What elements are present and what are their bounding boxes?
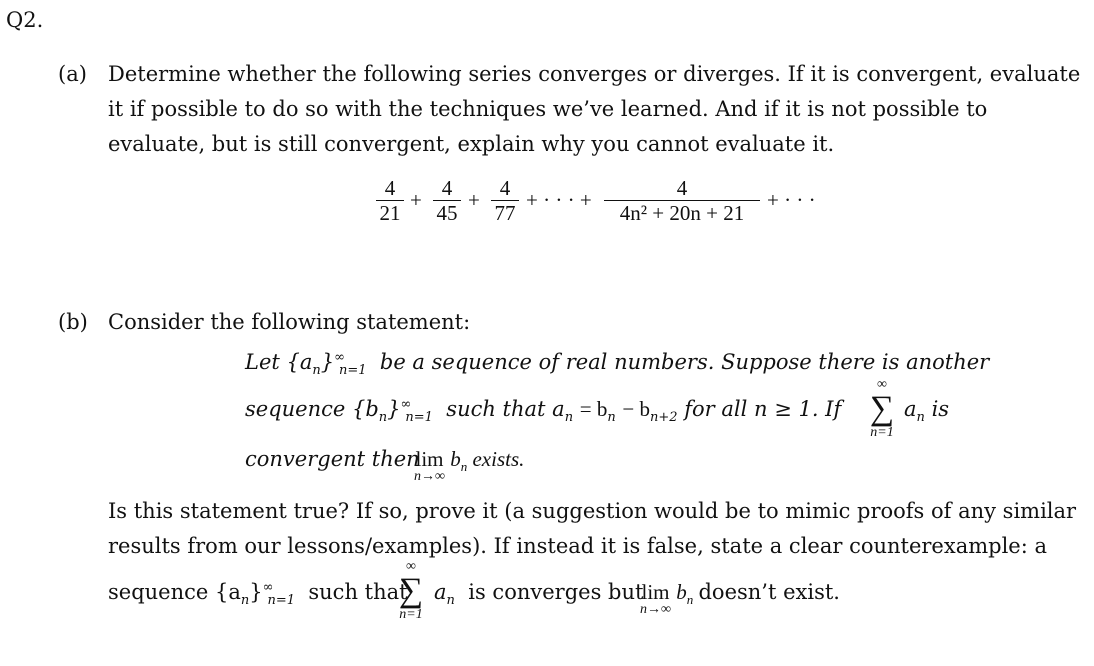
followup-paragraph: Is this statement true? If so, prove it (a suggestion would be to mimic proofs of any similar results from our lessons/examples). If instead it is false, state a clear counterexample: a <box>108 499 1077 558</box>
part-b-label: (b) <box>58 310 88 334</box>
part-b-intro: Consider the following statement: <box>108 310 471 334</box>
question-label: Q2. <box>6 8 44 32</box>
sum-symbol-statement: ∞ ∑ n=1 <box>866 378 898 440</box>
followup-line-b: $a_n$ is converges but <box>434 580 644 609</box>
limit-expression: lim n→∞ $b_n$ exists. <box>414 447 525 484</box>
series-general-term: 4 4n² + 20n + 21 <box>604 176 760 225</box>
statement-line-2: sequence $\{b_n\}^\infty_{n=1}$ such that $a_n = b_n - b_{n+2}$ for all n ≥ 1. If <box>245 397 842 426</box>
part-a-text: Determine whether the following series converges or diverges. If it is convergent, evaluate it if possible to do so with the techniques we’ve learned. And if it is not possible to evaluate, but is still convergent, explain why you cannot evaluate it. <box>108 62 1081 156</box>
series-tail: + · · · <box>767 188 816 212</box>
part-a-label: (a) <box>58 62 87 86</box>
followup-line-a: sequence $\{a_n\}^\infty_{n=1}$ such that <box>108 580 408 609</box>
sum-symbol-followup: ∞ ∑ n=1 <box>395 560 427 622</box>
sigma-icon: ∑ <box>869 390 895 427</box>
plus-sign: + <box>410 188 422 212</box>
plus-sign: + <box>468 188 480 212</box>
statement-line-2-end: $a_n$ is <box>904 397 950 426</box>
series-term-2: 4 45 <box>433 176 461 225</box>
series-ellipsis: + · · · + <box>526 188 592 212</box>
limit-expression-followup: lim n→∞ $b_n$ doesn’t exist. <box>640 580 840 617</box>
statement-line-1: Let $\{a_n\}^\infty_{n=1}$ be a sequence of real numbers. Suppose there is another <box>245 350 990 379</box>
sigma-icon: ∑ <box>398 572 424 609</box>
series-term-1: 4 21 <box>376 176 404 225</box>
statement-line-3: convergent then <box>245 447 420 471</box>
series-term-3: 4 77 <box>491 176 519 225</box>
